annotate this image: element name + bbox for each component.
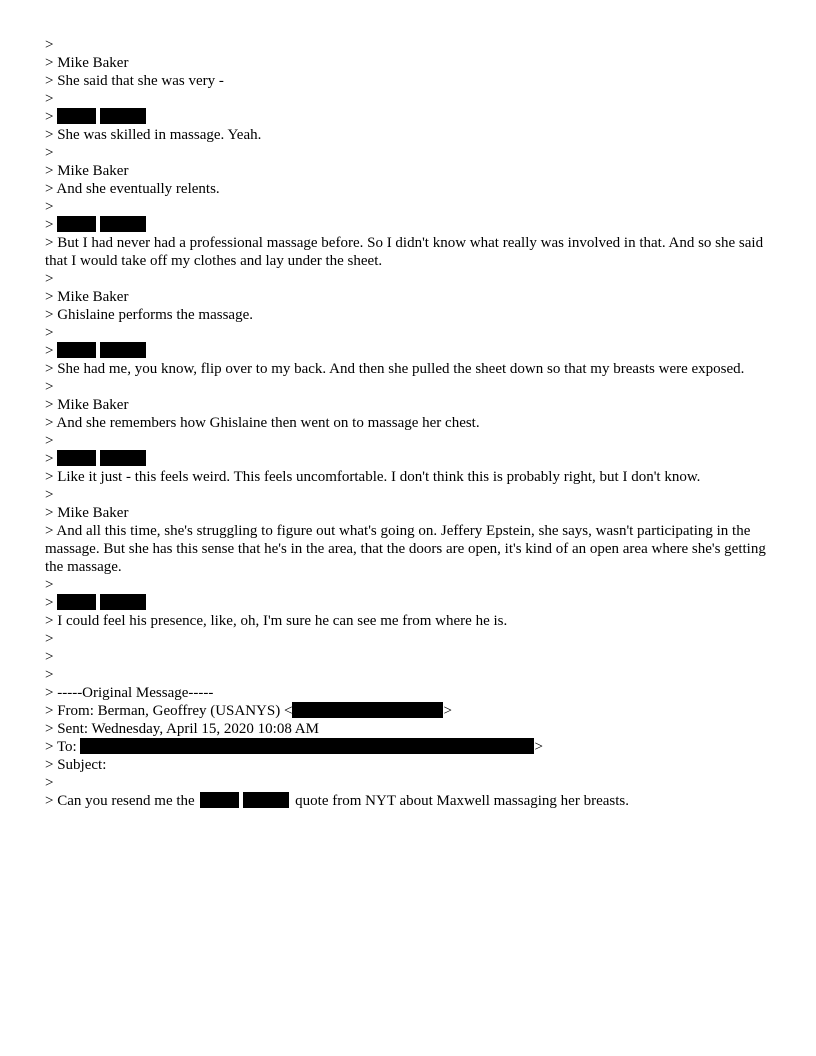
redaction-block — [100, 108, 146, 124]
redaction-block — [57, 450, 96, 466]
original-message-separator: > -----Original Message----- — [45, 685, 214, 701]
header-from — [45, 702, 780, 720]
from-close: > — [443, 703, 452, 719]
quote-line: > — [45, 37, 54, 53]
quote-line: > — [45, 667, 54, 683]
speaker-name: > Mike Baker — [45, 55, 129, 71]
quote-line: > — [45, 199, 54, 215]
quote-line: > And she remembers how Ghislaine then went on to massage her chest. — [45, 415, 480, 431]
quote-line: > — [45, 487, 54, 503]
quote-line: > — [45, 577, 54, 593]
quote-line: > And she eventually relents. — [45, 181, 220, 197]
quote-marker: > — [45, 451, 58, 467]
speaker-name: > Mike Baker — [45, 505, 129, 521]
quote-line: > Like it just - this feels weird. This feels uncomfortable. I don't think this is probably right, but I don't know. — [45, 469, 701, 485]
quote-line: > — [45, 379, 54, 395]
quote-line: > She said that she was very - — [45, 73, 224, 89]
quote-marker: > — [45, 595, 58, 611]
to-label: > To: — [45, 739, 81, 755]
redacted-speaker-line — [45, 216, 780, 234]
request-text-start: > Can you resend me the — [45, 793, 199, 809]
quote-line: > — [45, 433, 54, 449]
header-to — [45, 738, 780, 756]
redacted-speaker-line — [45, 108, 780, 126]
quote-line: > She had me, you know, flip over to my back. And then she pulled the sheet down so that my breasts were exposed. — [45, 361, 745, 377]
header-subject: > Subject: — [45, 757, 107, 773]
quote-marker: > — [45, 343, 58, 359]
redaction-block — [57, 108, 96, 124]
request-text-end: quote from NYT about Maxwell massaging her breasts. — [291, 793, 629, 809]
redaction-block — [100, 594, 146, 610]
quote-line: > And all this time, she's struggling to figure out what's going on. Jeffery Epstein, she says, wasn't participating in the massage. But she has this sense that he's in the area, that the doors are open, it's kind of an open area where she's getting the massage. — [45, 523, 766, 575]
redaction-block — [200, 792, 239, 808]
redaction-block — [57, 342, 96, 358]
redacted-speaker-line — [45, 450, 780, 468]
speaker-name: > Mike Baker — [45, 397, 129, 413]
quote-line: > — [45, 631, 54, 647]
quote-line: > — [45, 91, 54, 107]
quote-line: > — [45, 649, 54, 665]
redaction-block — [100, 450, 146, 466]
quote-marker: > — [45, 217, 58, 233]
redaction-block — [57, 594, 96, 610]
quote-line: > I could feel his presence, like, oh, I'm sure he can see me from where he is. — [45, 613, 508, 629]
email-document — [45, 36, 780, 810]
redacted-speaker-line — [45, 594, 780, 612]
redaction-block — [57, 216, 96, 232]
redaction-block — [80, 738, 534, 754]
from-label: > From: Berman, Geoffrey (USANYS) < — [45, 703, 293, 719]
redaction-block — [292, 702, 443, 718]
quote-line: > — [45, 775, 54, 791]
request-line — [45, 792, 780, 810]
quote-line: > She was skilled in massage. Yeah. — [45, 127, 262, 143]
header-sent: > Sent: Wednesday, April 15, 2020 10:08 AM — [45, 721, 319, 737]
redaction-block — [243, 792, 289, 808]
redacted-speaker-line — [45, 342, 780, 360]
to-close: > — [534, 739, 543, 755]
quote-marker: > — [45, 109, 58, 125]
quote-line: > — [45, 145, 54, 161]
quote-line: > — [45, 271, 54, 287]
speaker-name: > Mike Baker — [45, 163, 129, 179]
quote-line: > But I had never had a professional massage before. So I didn't know what really was involved in that. And so she said that I would take off my clothes and lay under the sheet. — [45, 235, 764, 269]
quote-line: > Ghislaine performs the massage. — [45, 307, 253, 323]
redaction-block — [100, 342, 146, 358]
redaction-block — [100, 216, 146, 232]
quote-line: > — [45, 325, 54, 341]
speaker-name: > Mike Baker — [45, 289, 129, 305]
